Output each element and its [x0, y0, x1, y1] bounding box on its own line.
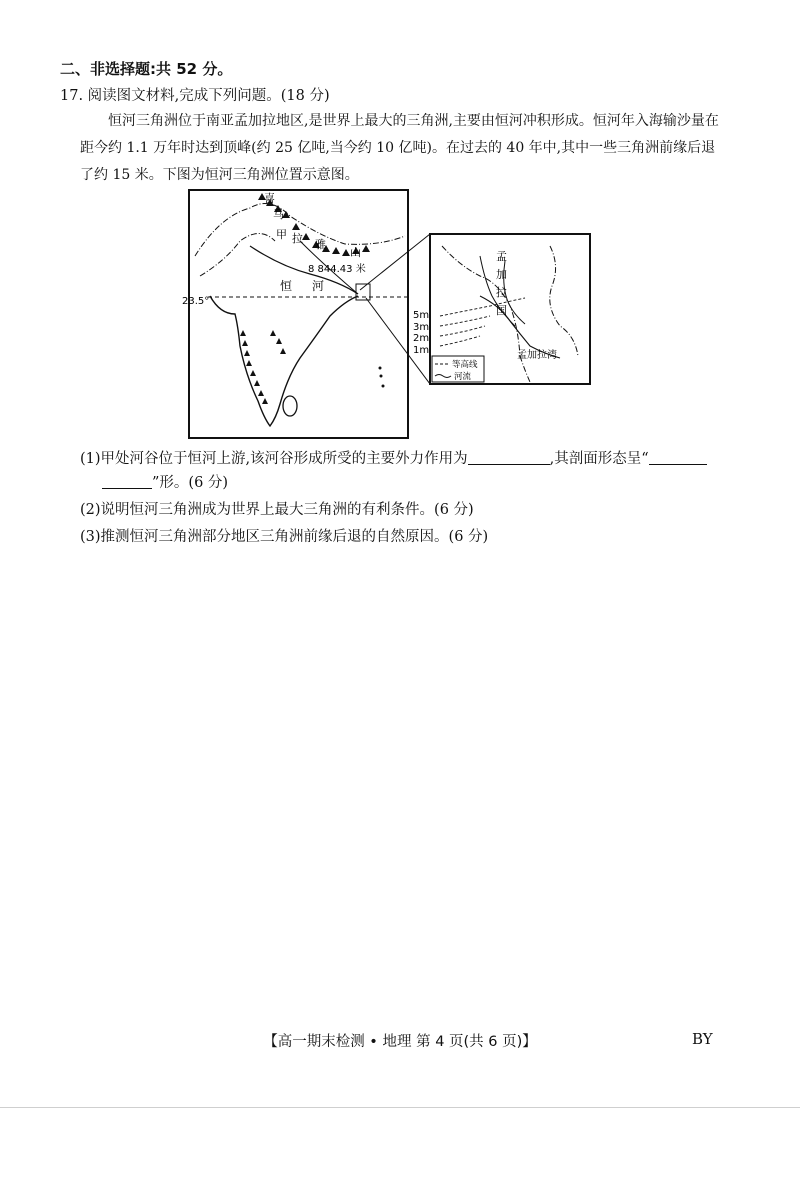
page-bottom-divider [0, 1107, 800, 1108]
main-map-frame [189, 190, 408, 438]
inset-label-la: 拉 [496, 286, 507, 299]
label-la: 拉 [292, 232, 303, 245]
inset-label-meng: 孟 [496, 250, 507, 263]
label-he: 河 [312, 279, 325, 293]
legend-river-label: 河流 [454, 372, 472, 382]
footer-code: BY [692, 1030, 713, 1048]
subquestion-1-continued [102, 471, 228, 492]
section-title: 二、非选择题:共 52 分。 [60, 60, 233, 78]
label-xi: 喜 [264, 192, 275, 205]
contour-label-1m: 1m [413, 345, 430, 356]
island-mark [379, 367, 382, 370]
label-ma: 马 [273, 208, 284, 221]
label-heng: 恒 [280, 279, 293, 293]
question-paragraph: 恒河三角洲位于南亚孟加拉地区,是世界上最大的三角洲,主要由恒河冲积形成。恒河年入海输沙量在距今约 1.1 万年时达到顶峰(约 25 亿吨,当今约 10 亿吨)。在过去的 40 年中,其中一些三角洲前缘后退了约 15 米。下图为恒河三角洲位置示意图。 [80, 113, 719, 183]
label-shan: 山 [350, 246, 361, 259]
subquestion-3: (3)推测恒河三角洲部分地区三角洲前缘后退的自然原因。(6 分) [80, 529, 489, 545]
subquestion-1-text-c: ”形。(6 分) [152, 475, 229, 491]
contour-label-2m: 2m [413, 333, 430, 344]
question-title: 17. 阅读图文材料,完成下列问题。(18 分) [60, 88, 330, 104]
answer-blank-2a[interactable] [649, 450, 707, 465]
contour-label-5m: 5m [413, 310, 430, 321]
inset-label-bay: 孟加拉湾 [517, 350, 557, 361]
ganges-delta-map [180, 186, 600, 442]
label-elevation: 8 844.43 米 [308, 264, 366, 275]
inset-label-jia: 加 [496, 268, 507, 281]
island-mark [380, 375, 383, 378]
answer-blank-1[interactable] [468, 450, 550, 465]
subquestion-1-text-b: ,其剖面形态呈“ [549, 451, 649, 467]
label-jia: 甲 [276, 228, 287, 241]
subquestion-2: (2)说明恒河三角洲成为世界上最大三角洲的有利条件。(6 分) [80, 502, 474, 518]
inset-label-guo: 国 [496, 304, 507, 317]
answer-blank-2b[interactable] [102, 474, 152, 489]
subquestion-1 [80, 447, 707, 468]
contour-label-3m: 3m [413, 322, 430, 333]
label-latitude: 23.5° [182, 296, 210, 307]
label-ya: 雅 [315, 238, 326, 251]
page-footer: 【高一期末检测 • 地理 第 4 页(共 6 页)】 [263, 1034, 537, 1050]
subquestion-1-text-a: (1)甲处河谷位于恒河上游,该河谷形成所受的主要外力作用为 [80, 451, 468, 467]
island-mark [382, 385, 385, 388]
legend-contour-label: 等高线 [452, 360, 478, 370]
